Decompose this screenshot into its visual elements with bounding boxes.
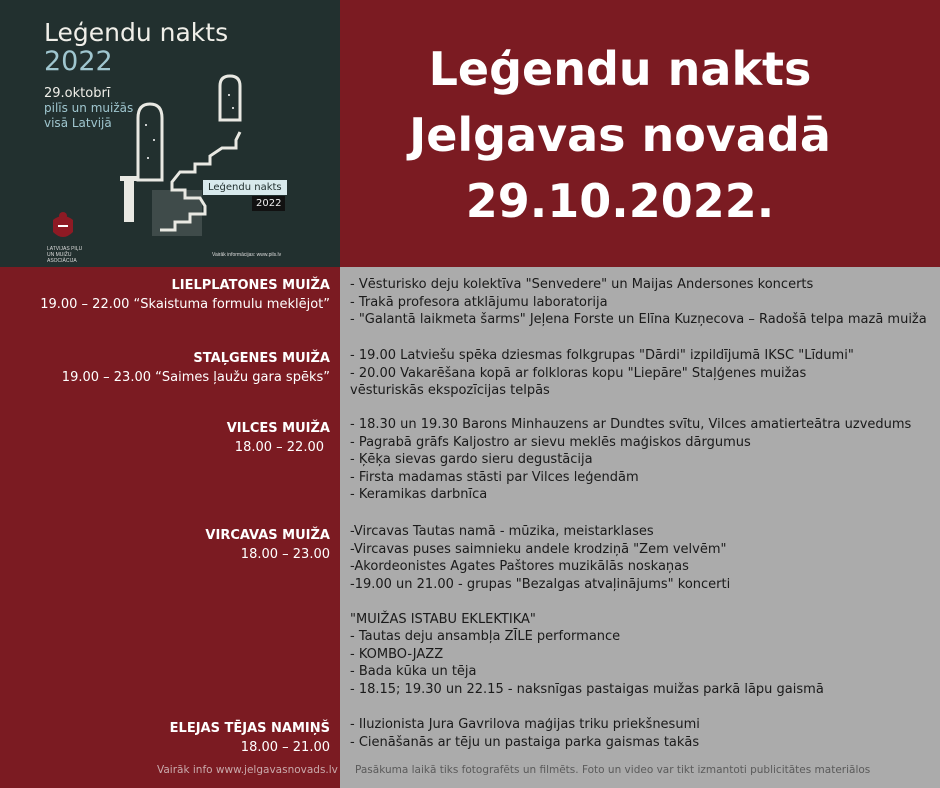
activity-item: - Ķēķa sievas gardo sieru degustācija: [350, 452, 593, 467]
venue-activities: [350, 523, 930, 698]
activity-item: - Vēsturisko deju kolektīva "Senvedere" un Maijas Andersones koncerts: [350, 277, 814, 292]
venue-time: 19.00 – 23.00 “Saimes ļaužu gara spēks”: [61, 370, 330, 385]
headline-line-1: Leģendu nakts: [428, 42, 812, 96]
event-poster: [0, 0, 340, 267]
activity-item: - 19.00 Latviešu spēka dziesmas folkgrupas "Dārdi" izpildījumā IKSC "Līdumi": [350, 348, 854, 363]
activity-item: - Trakā profesora atklājumu laboratorija: [350, 294, 608, 310]
poster-date: 29.oktobrī: [44, 86, 111, 101]
photo-notice: Pasākuma laikā tiks fotografēts un filmēts. Foto un video var tikt izmantoti publicitātes materiālos: [355, 764, 871, 776]
poster-subtitle: pilīs un muižās visā Latvijā: [44, 101, 134, 130]
venue-name: VILCES MUIŽA: [226, 421, 330, 436]
activity-item: - 18.30 un 19.30 Barons Minhauzens ar Dundtes svītu, Vilces amatierteātra uzvedums: [350, 417, 912, 432]
association-logo-icon: [50, 210, 76, 244]
activity-item: - 20.00 Vakarēšana kopā ar folkloras kopu "Liepāre" Staļģenes muižas vēsturiskās ekspozīcijas telpās: [350, 365, 807, 398]
venue-activities: [350, 716, 930, 751]
more-info-link: Vairāk info www.jelgavasnovads.lv: [157, 764, 338, 776]
activity-item: - Firsta madamas stāsti par Vilces leģendām: [350, 469, 639, 485]
activity-item: - Tautas deju ansambļa ZĪLE performance: [350, 629, 621, 644]
activity-item: - Pagrabā grāfs Kaljostro ar sievu meklēs maģiskos dārgumus: [350, 434, 751, 450]
activity-item: - Keramikas darbnīca: [350, 487, 488, 502]
activity-item: -Vircavas puses saimnieku andele krodziņā "Zem velvēm": [350, 541, 727, 557]
poster-title: Leģendu nakts: [44, 18, 229, 47]
headline-line-2: Jelgavas novadā: [409, 108, 831, 162]
poster-label: Leģendu nakts: [203, 180, 287, 195]
activity-item: -19.00 un 21.00 - grupas "Bezalgas atvaļinājums" koncerti: [350, 576, 731, 592]
activity-item: "MUIŽAS ISTABU EKLEKTIKA": [350, 611, 536, 627]
activity-item: - Iluzionista Jura Gavrilova maģijas triku priekšnesumi: [350, 717, 700, 732]
venue-lielplatone: [40, 276, 330, 314]
activity-spacer: [350, 593, 930, 611]
venue-time: 18.00 – 21.00: [240, 740, 330, 755]
activity-item: - Bada kūka un tēja: [350, 664, 477, 679]
venue-activities: [350, 276, 930, 329]
activity-item: -Akordeonistes Agates Paštores muzikālās noskaņas: [350, 559, 689, 574]
venue-vilce: [227, 419, 330, 457]
venue-time: 18.00 – 23.00: [240, 547, 330, 562]
venue-activities: [350, 416, 930, 504]
activity-item: - Cienāšanās ar tēju un pastaiga parka gaismas takās: [350, 734, 700, 750]
venue-time: 18.00 – 22.00: [234, 440, 324, 455]
venue-name: ELEJAS TĒJAS NAMIŅŠ: [169, 721, 330, 736]
event-headline: [340, 36, 900, 234]
poster-year: 2022: [44, 46, 113, 77]
venue-activities: [350, 347, 930, 400]
activity-item: - "Galantā laikmeta šarms" Jeļena Forste un Elīna Kuzņecova – Radošā telpa mazā muiža: [350, 312, 927, 327]
venue-stalgene: [62, 349, 330, 387]
venue-eleja: [170, 719, 330, 757]
activity-item: - KOMBO-JAZZ: [350, 646, 444, 662]
venue-vircava: [205, 526, 330, 564]
venue-name: VIRCAVAS MUIŽA: [205, 528, 330, 543]
venue-name: STAĻGENES MUIŽA: [193, 351, 330, 366]
activity-item: - 18.15; 19.30 un 22.15 - naksnīgas pastaigas muižas parkā lāpu gaismā: [350, 681, 824, 697]
poster-label-year: 2022: [252, 196, 285, 211]
poster-url: Vairāk informācijas: www.pils.lv: [212, 252, 282, 258]
headline-line-3: 29.10.2022.: [465, 174, 775, 228]
association-logo-text: LATVIJAS PIĻU UN MUIŽU ASOCIĀCIJA: [47, 246, 83, 264]
activity-item: -Vircavas Tautas namā - mūzika, meistarklases: [350, 524, 654, 539]
venue-name: LIELPLATONES MUIŽA: [171, 278, 330, 293]
venue-time: 19.00 – 22.00 “Skaistuma formulu meklējot”: [40, 297, 330, 312]
